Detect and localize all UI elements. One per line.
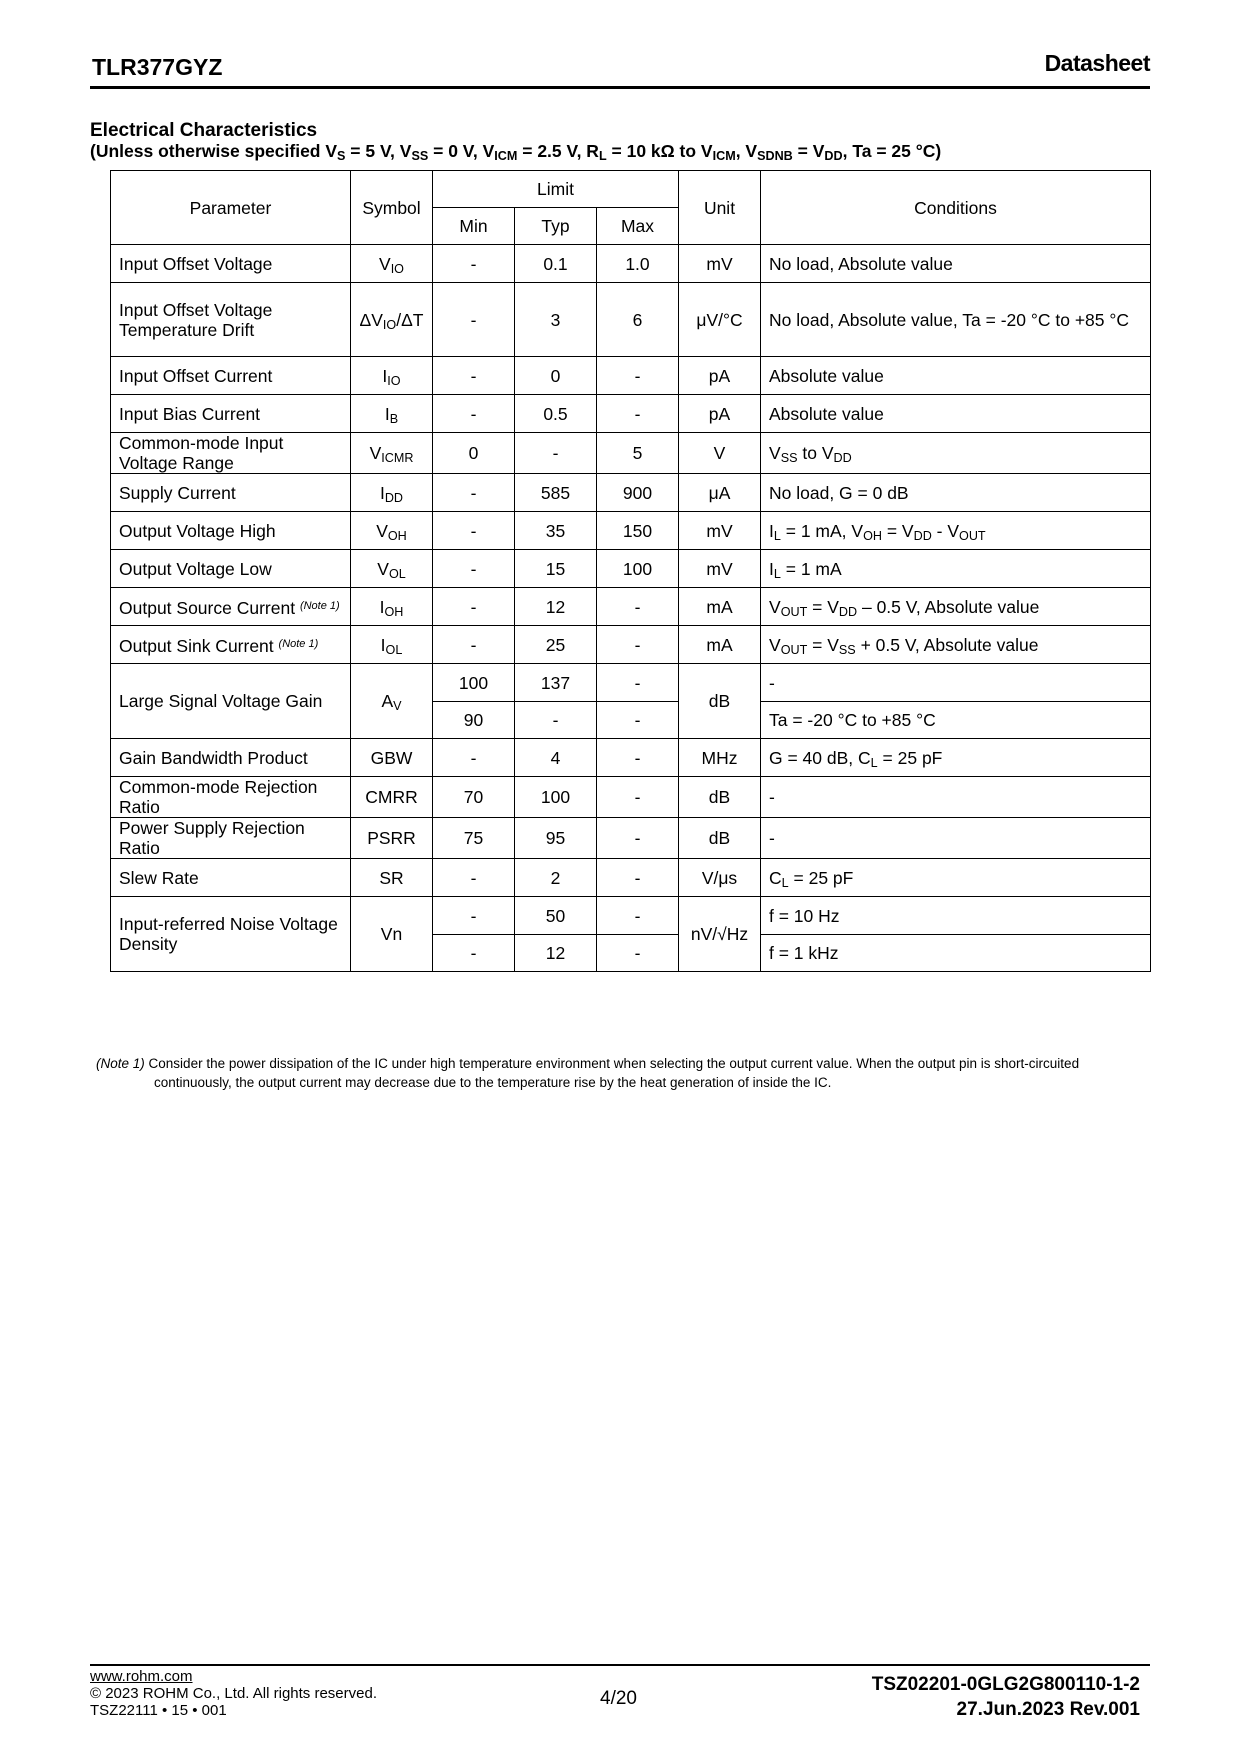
- param-cell: Large Signal Voltage Gain: [111, 664, 351, 739]
- min-cell: 75: [433, 818, 515, 859]
- max-cell: 150: [597, 512, 679, 550]
- min-cell: -: [433, 474, 515, 512]
- table-row: [111, 357, 1151, 395]
- param-cell: Output Voltage High: [111, 512, 351, 550]
- symbol-cell: $I_B$: [351, 395, 433, 433]
- symbol-cell: Vn: [351, 897, 433, 972]
- footer-left: [90, 1668, 377, 1719]
- page-number: 4/20: [600, 1688, 637, 1709]
- symbol-cell: $I_{OL}$: [351, 626, 433, 664]
- symbol-cell: $A_V$: [351, 664, 433, 739]
- typ-cell: 12: [515, 935, 597, 972]
- doc-title: TLR377GYZ: [92, 54, 223, 80]
- symbol-cell: $V_{OL}$: [351, 550, 433, 588]
- param-cell: Common-mode Rejection Ratio: [111, 777, 351, 818]
- unit-cell: pA: [679, 357, 761, 395]
- max-cell: -: [597, 818, 679, 859]
- typ-cell: 15: [515, 550, 597, 588]
- typ-cell: 50: [515, 897, 597, 935]
- cond-cell: $V_{SS}$ to $V_{DD}$: [761, 433, 1151, 474]
- param-cell: Power Supply Rejection Ratio: [111, 818, 351, 859]
- param-cell: Input-referred Noise Voltage Density: [111, 897, 351, 972]
- cond-cell: -: [761, 664, 1151, 702]
- footnote-text-cont: continuously, the output current may decrease due to the temperature rise by the heat generation of inside the IC.: [154, 1075, 832, 1090]
- table-row: [111, 512, 1151, 550]
- max-cell: -: [597, 702, 679, 739]
- param-cell: Input Bias Current: [111, 395, 351, 433]
- max-cell: -: [597, 357, 679, 395]
- symbol-cell: $\Delta V_{IO}/\Delta T$: [351, 283, 433, 357]
- table-row: [111, 897, 1151, 935]
- note-ref: (Note 1): [299, 599, 340, 612]
- max-cell: -: [597, 935, 679, 972]
- doc-type: Datasheet: [1044, 50, 1150, 76]
- max-cell: -: [597, 664, 679, 702]
- min-cell: -: [433, 357, 515, 395]
- max-cell: -: [597, 588, 679, 626]
- symbol-cell: CMRR: [351, 777, 433, 818]
- cond-cell: Absolute value: [761, 395, 1151, 433]
- unit-cell: V: [679, 433, 761, 474]
- min-cell: -: [433, 245, 515, 283]
- symbol-cell: $I_{IO}$: [351, 357, 433, 395]
- typ-cell: 100: [515, 777, 597, 818]
- param-cell: [111, 588, 351, 626]
- max-cell: -: [597, 626, 679, 664]
- param-cell: Gain Bandwidth Product: [111, 739, 351, 777]
- min-cell: -: [433, 283, 515, 357]
- typ-cell: 2: [515, 859, 597, 897]
- table-row: [111, 818, 1151, 859]
- section-title: Electrical Characteristics: [90, 120, 318, 141]
- cond-cell: $I_L = 1$ mA: [761, 550, 1151, 588]
- unit-cell: pA: [679, 395, 761, 433]
- unit-cell: V/μs: [679, 859, 761, 897]
- param-cell: [111, 626, 351, 664]
- param-cell: Output Voltage Low: [111, 550, 351, 588]
- unit-cell: nV/√Hz: [679, 897, 761, 972]
- max-cell: 6: [597, 283, 679, 357]
- typ-cell: -: [515, 433, 597, 474]
- table-row: [111, 283, 1151, 357]
- table-row: [111, 626, 1151, 664]
- param-cell: Input Offset Current: [111, 357, 351, 395]
- page-footer: [90, 1664, 1150, 1726]
- cond-cell: -: [761, 818, 1151, 859]
- min-cell: -: [433, 626, 515, 664]
- max-cell: -: [597, 859, 679, 897]
- min-cell: -: [433, 512, 515, 550]
- header-typ: Typ: [515, 208, 597, 245]
- min-cell: 70: [433, 777, 515, 818]
- cond-cell: Ta = -20 °C to +85 °C: [761, 702, 1151, 739]
- typ-cell: 0: [515, 357, 597, 395]
- doc-number: TSZ02201-0GLG2G800110-1-2: [871, 1674, 1140, 1695]
- min-cell: 100: [433, 664, 515, 702]
- max-cell: 100: [597, 550, 679, 588]
- unit-cell: dB: [679, 818, 761, 859]
- typ-cell: 12: [515, 588, 597, 626]
- symbol-cell: $V_{ICMR}$: [351, 433, 433, 474]
- cond-cell: -: [761, 777, 1151, 818]
- max-cell: -: [597, 777, 679, 818]
- typ-cell: -: [515, 702, 597, 739]
- header-min: Min: [433, 208, 515, 245]
- cond-cell: No load, Absolute value, Ta = -20 °C to +85 °C: [761, 283, 1151, 357]
- table-row: [111, 664, 1151, 702]
- header-symbol: Symbol: [351, 171, 433, 245]
- table-row: [111, 739, 1151, 777]
- unit-cell: mA: [679, 588, 761, 626]
- unit-cell: mV: [679, 550, 761, 588]
- min-cell: -: [433, 897, 515, 935]
- table-row: [111, 588, 1151, 626]
- symbol-cell: $V_{IO}$: [351, 245, 433, 283]
- typ-cell: 95: [515, 818, 597, 859]
- table-row: [111, 550, 1151, 588]
- header-parameter: Parameter: [111, 171, 351, 245]
- param-cell: Supply Current: [111, 474, 351, 512]
- min-cell: -: [433, 859, 515, 897]
- symbol-cell: $I_{OH}$: [351, 588, 433, 626]
- param-cell: Input Offset Voltage Temperature Drift: [111, 283, 351, 357]
- cond-cell: Absolute value: [761, 357, 1151, 395]
- unit-cell: MHz: [679, 739, 761, 777]
- max-cell: -: [597, 739, 679, 777]
- max-cell: -: [597, 395, 679, 433]
- max-cell: -: [597, 897, 679, 935]
- cond-cell: No load, Absolute value: [761, 245, 1151, 283]
- param-text: Output Sink Current: [119, 635, 274, 656]
- footnote: [96, 1054, 1156, 1092]
- symbol-cell: $V_{OH}$: [351, 512, 433, 550]
- unit-cell: mV: [679, 512, 761, 550]
- min-cell: 90: [433, 702, 515, 739]
- max-cell: 900: [597, 474, 679, 512]
- date-revision: 27.Jun.2023 Rev.001: [956, 1699, 1140, 1720]
- cond-cell: G = 40 dB, $C_L = 25$ pF: [761, 739, 1151, 777]
- footnote-tag: (Note 1): [96, 1056, 145, 1071]
- page-header: [90, 48, 1150, 89]
- cond-cell: $V_{OUT} = V_{SS} + 0.5$ V, Absolute value: [761, 626, 1151, 664]
- typ-cell: 35: [515, 512, 597, 550]
- header-unit: Unit: [679, 171, 761, 245]
- typ-cell: 4: [515, 739, 597, 777]
- cond-cell: $I_L = 1$ mA, $V_{OH} = V_{DD} - V_{OUT}$: [761, 512, 1151, 550]
- header-max: Max: [597, 208, 679, 245]
- table-row: [111, 474, 1151, 512]
- unit-cell: dB: [679, 664, 761, 739]
- footnote-text: Consider the power dissipation of the IC under high temperature environment when selecting the output current value. When the output pin is short-circuited: [148, 1056, 1080, 1071]
- min-cell: -: [433, 588, 515, 626]
- typ-cell: 585: [515, 474, 597, 512]
- param-cell: Slew Rate: [111, 859, 351, 897]
- typ-cell: 3: [515, 283, 597, 357]
- table-row: [111, 245, 1151, 283]
- footer-form-code: TSZ22111 • 15 • 001: [90, 1702, 227, 1719]
- param-cell: Common-mode Input Voltage Range: [111, 433, 351, 474]
- unit-cell: mV: [679, 245, 761, 283]
- unit-cell: dB: [679, 777, 761, 818]
- unit-cell: μA: [679, 474, 761, 512]
- unit-cell: μV/°C: [679, 283, 761, 357]
- max-cell: 5: [597, 433, 679, 474]
- symbol-cell: GBW: [351, 739, 433, 777]
- cond-cell: No load, G = 0 dB: [761, 474, 1151, 512]
- min-cell: -: [433, 550, 515, 588]
- note-ref: (Note 1): [278, 637, 319, 650]
- param-cell: Input Offset Voltage: [111, 245, 351, 283]
- max-cell: 1.0: [597, 245, 679, 283]
- unit-cell: mA: [679, 626, 761, 664]
- table-row: [111, 777, 1151, 818]
- min-cell: -: [433, 935, 515, 972]
- footer-copyright: © 2023 ROHM Co., Ltd. All rights reserved.: [90, 1685, 377, 1702]
- footer-right: [872, 1672, 1140, 1722]
- typ-cell: 25: [515, 626, 597, 664]
- min-cell: -: [433, 739, 515, 777]
- min-cell: -: [433, 395, 515, 433]
- electrical-characteristics-table: [110, 170, 1151, 972]
- header-conditions: Conditions: [761, 171, 1151, 245]
- footer-url-link[interactable]: www.rohm.com: [90, 1668, 193, 1685]
- table-row: [111, 433, 1151, 474]
- cond-cell: f = 1 kHz: [761, 935, 1151, 972]
- table-row: [111, 859, 1151, 897]
- cond-cell: $C_L = 25$ pF: [761, 859, 1151, 897]
- typ-cell: 137: [515, 664, 597, 702]
- typ-cell: 0.1: [515, 245, 597, 283]
- header-limit: Limit: [433, 171, 679, 208]
- section-subtitle: (Unless otherwise specified $V_S = 5$ V, $V_{SS} = 0$ V, $V_{ICM} = 2.5$ V, $R_L = 10$ kΩ to $V_{ICM}$, $V_{SDNB} = V_{DD}$, Ta = 25 °C): [90, 141, 942, 164]
- symbol-cell: PSRR: [351, 818, 433, 859]
- min-cell: 0: [433, 433, 515, 474]
- cond-cell: f = 10 Hz: [761, 897, 1151, 935]
- param-text: Output Source Current: [119, 597, 296, 618]
- cond-cell: $V_{OUT} = V_{DD} - 0.5$ V, Absolute value: [761, 588, 1151, 626]
- symbol-cell: $I_{DD}$: [351, 474, 433, 512]
- table-row: [111, 395, 1151, 433]
- typ-cell: 0.5: [515, 395, 597, 433]
- symbol-cell: SR: [351, 859, 433, 897]
